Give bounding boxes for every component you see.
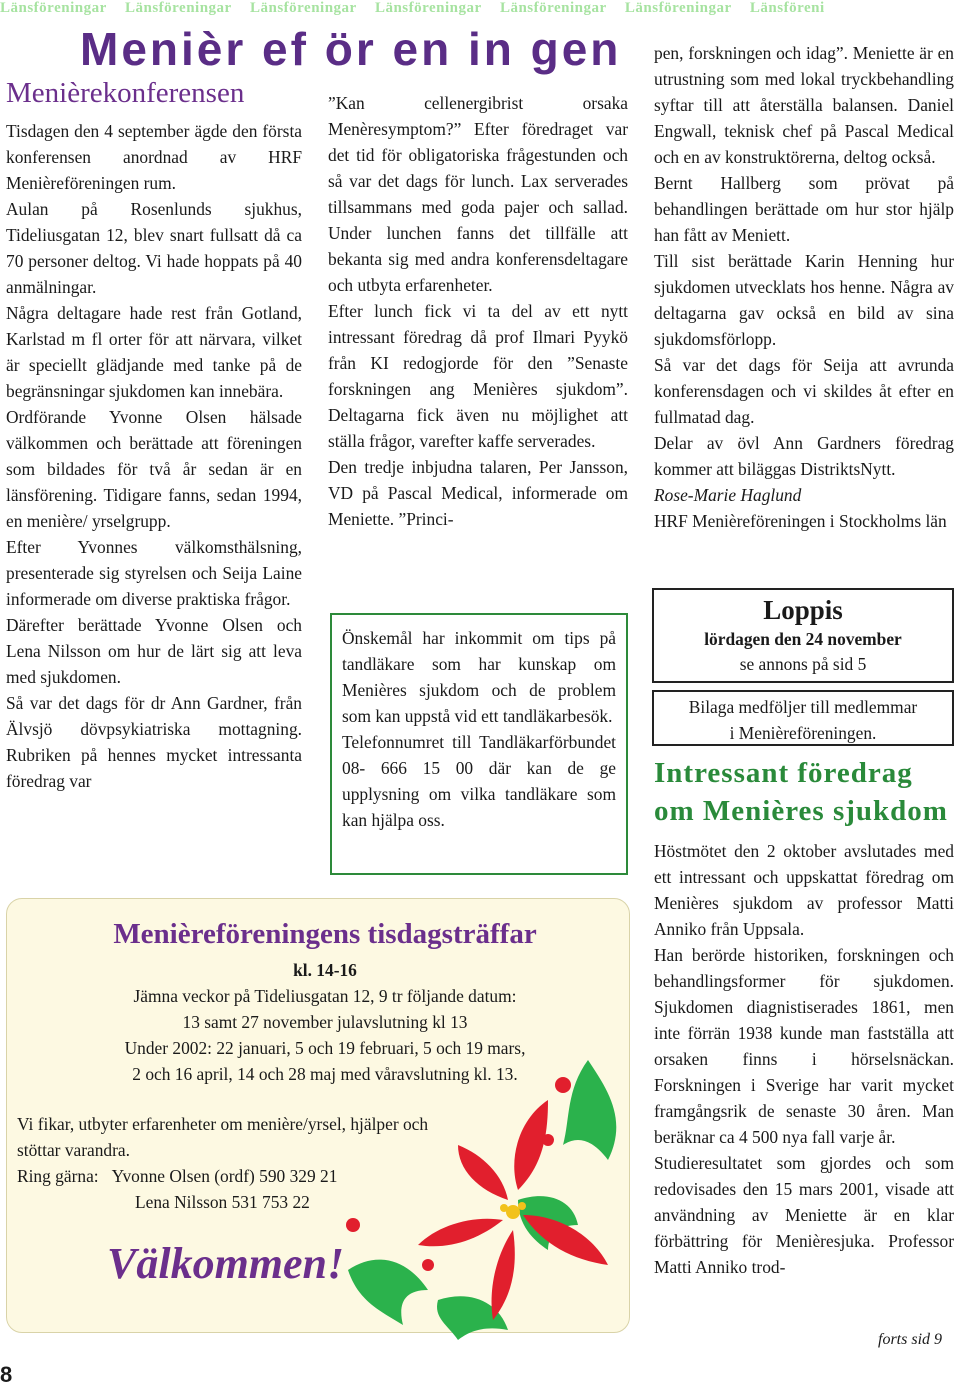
- org-line: HRF Menièreföreningen i Stockholms län: [654, 511, 947, 531]
- header-label-tail: Länsföreni: [749, 0, 825, 16]
- contact-line: Lena Nilsson 531 753 22: [135, 1192, 310, 1212]
- paragraph: Tisdagen den 4 september ägde den första konferensen anordnad av HRF Menièreföreningen rum.: [6, 121, 302, 193]
- paragraph: Därefter berättade Yvonne Olsen och Lena Nilsson om hur de lärt sig att leva med sjukdomen.: [6, 615, 302, 687]
- lecture-text: [654, 838, 954, 1280]
- bilaga-box: [652, 690, 954, 746]
- paragraph: Så var det dags för dr Ann Gardner, från Älvsjö dövpsykiatriska mottagning. Rubriken på hennes mycket intressanta föredrag var: [6, 693, 302, 791]
- header-label: Länsföreningar: [124, 0, 232, 16]
- page-number: 8: [0, 1362, 13, 1387]
- welcome-text: Välkommen!: [107, 1239, 345, 1288]
- paragraph: Till sist berättade Karin Henning hur sjukdomen utvecklats hos henne. Några av deltagarna gav också en bild av sina sjukdomsförlopp.: [654, 251, 954, 349]
- lecture-heading: [654, 754, 948, 830]
- paragraph: Studieresultatet som gjordes och som redovisades den 15 mars 2001, visade att användning av Meniette är en klar förbättring för Menièresjuka. Professor Matti Anniko trod-: [654, 1153, 954, 1277]
- loppis-date: lördagen den 24 november: [704, 629, 902, 649]
- tuesday-time: kl. 14-16: [293, 960, 357, 980]
- paragraph: Efter Yvonnes välkomsthälsning, presenterade sig styrelsen och Seija Laine informerade om diverse praktiska frågor.: [6, 537, 302, 609]
- tuesday-info: Vi fikar, utbyter erfarenheter om menière/yrsel, hjälper och stöttar varandra.: [17, 1114, 429, 1160]
- column-3: [654, 40, 954, 534]
- paragraph: pen, forskningen och idag”. Meniette är en utrustning som med lokal tryckbehandling syftar till att återställa balansen. Daniel Engwall, teknisk chef på Pascal Medical och en av konstruktörerna, deltog också.: [654, 43, 954, 167]
- signature: Rose-Marie Haglund: [654, 485, 802, 505]
- paragraph: Efter lunch fick vi ta del av ett nytt intressant föredrag då prof Ilmari Pyykö från KI redogjorde för den ”Senaste forskningen ang Menières sjukdom”. Deltagarna fick även nu möjlighet att ställa frågor, varefter kaffe serverades.: [328, 301, 628, 451]
- header-label: Länsföreningar: [249, 0, 357, 16]
- paragraph: Några deltagare hade rest från Gotland, Karlstad m fl orter för att närvara, vilket är speciellt glädjande med tanke på de begränsningar sjukdomen kan innebära.: [6, 303, 302, 401]
- schedule-line: Under 2002: 22 januari, 5 och 19 februari, 5 och 19 mars,: [124, 1038, 526, 1058]
- paragraph: Telefonnumret till Tandläkarförbundet 08- 666 15 00 där kan de ge upplysning om vilka tandläkare som kan hjälpa oss.: [342, 732, 616, 830]
- schedule-line: 2 och 16 april, 14 och 28 maj med våravslutning kl. 13.: [132, 1064, 518, 1084]
- paragraph: Delar av övl Ann Gardners föredrag kommer att biläggas DistriktsNytt.: [654, 433, 954, 479]
- column-1: [6, 118, 302, 794]
- header-label: Länsföreningar: [499, 0, 607, 16]
- ring-label: Ring gärna:: [17, 1166, 99, 1186]
- loppis-ref: se annons på sid 5: [739, 654, 867, 674]
- schedule-line: Jämna veckor på Tideliusgatan 12, 9 tr följande datum:: [133, 986, 517, 1006]
- header-strip: [0, 0, 960, 20]
- bilaga-line: i Menièreföreningen.: [729, 723, 877, 743]
- loppis-title: Loppis: [763, 595, 843, 625]
- continued-note: forts sid 9: [878, 1331, 943, 1348]
- poinsettia-illustration: [308, 1050, 638, 1340]
- paragraph: Så var det dags för Seija att avrunda konferensdagen och vi skildes åt efter en fullmatad dag.: [654, 355, 954, 427]
- paragraph: Aulan på Rosenlunds sjukhus, Tideliusgatan 12, blev snart fullsatt då ca 70 personer deltog. Vi hade hoppats på 40 anmälningar.: [6, 199, 302, 297]
- schedule-line: 13 samt 27 november julavslutning kl 13: [182, 1012, 468, 1032]
- paragraph: Önskemål har inkommit om tips på tandläkare som har kunskap om Menières sjukdom och de problem som kan uppstå vid ett tandläkarbesök.: [342, 628, 616, 726]
- paragraph: Ordförande Yvonne Olsen hälsade välkommen och berättade att föreningen som bildades för två år sedan är en länsförening. Tidigare fanns, sedan 1994, en menière/ yrselgrupp.: [6, 407, 302, 531]
- header-label: Länsföreningar: [374, 0, 482, 16]
- paragraph: ”Kan cellenergibrist orsaka Menèresymptom?” Efter föredraget var det tid för obligatoriska frågestunden och så var det dags för lunch. Lax serverades tillsammans med goda pajer och sallad. Under lunchen fanns det tillfälle att bekanta sig med andra konferensdeltagare och utbyta erfarenheter.: [328, 93, 628, 295]
- header-label: Länsföreningar: [0, 0, 107, 16]
- holly-leaf: [348, 1060, 616, 1340]
- page-title: Menièr ef ör en in gen: [80, 23, 622, 75]
- column-2: [328, 90, 628, 532]
- contact-block: [17, 1163, 337, 1215]
- paragraph: Bernt Hallberg som prövat på behandlingen berättade om hur stor hjälp han fått av Meniett.: [654, 173, 954, 245]
- paragraph: Höstmötet den 2 oktober avslutades med ett intressant och uppskattat föredrag om Menières sjukdom av professor Matti Anniko från Uppsala.: [654, 841, 954, 939]
- section-heading-konferensen: Menièrekonferensen: [6, 77, 245, 109]
- paragraph: Han berörde historiken, forskningen och behandlingsformer för sjukdomen. Sjukdomen diagnistiserades 1861, men inte förrän 1938 kunde man fastställa att orsaken finns i hörselsnäckan. Forskningen i Sverige har varit mycket framgångsrik de senaste 30 åren. Man beräknar ca 4 500 nya fall varje år.: [654, 945, 954, 1147]
- lecture-heading-line: Intressant föredrag: [654, 757, 913, 789]
- header-label: Länsföreningar: [624, 0, 732, 16]
- paragraph: Den tredje inbjudna talaren, Per Jansson, VD på Pascal Medical, informerade om Meniette. ”Princi-: [328, 457, 628, 529]
- tuesday-title: Menièreföreningens tisdagsträffar: [113, 918, 537, 950]
- lecture-heading-line: om Menières sjukdom: [654, 795, 948, 827]
- loppis-box: [652, 588, 954, 683]
- bilaga-line: Bilaga medfölјer till medlemmar: [688, 697, 918, 717]
- contact-line: Yvonne Olsen (ordf) 590 329 21: [111, 1166, 338, 1186]
- dentist-tip-box: [330, 613, 628, 875]
